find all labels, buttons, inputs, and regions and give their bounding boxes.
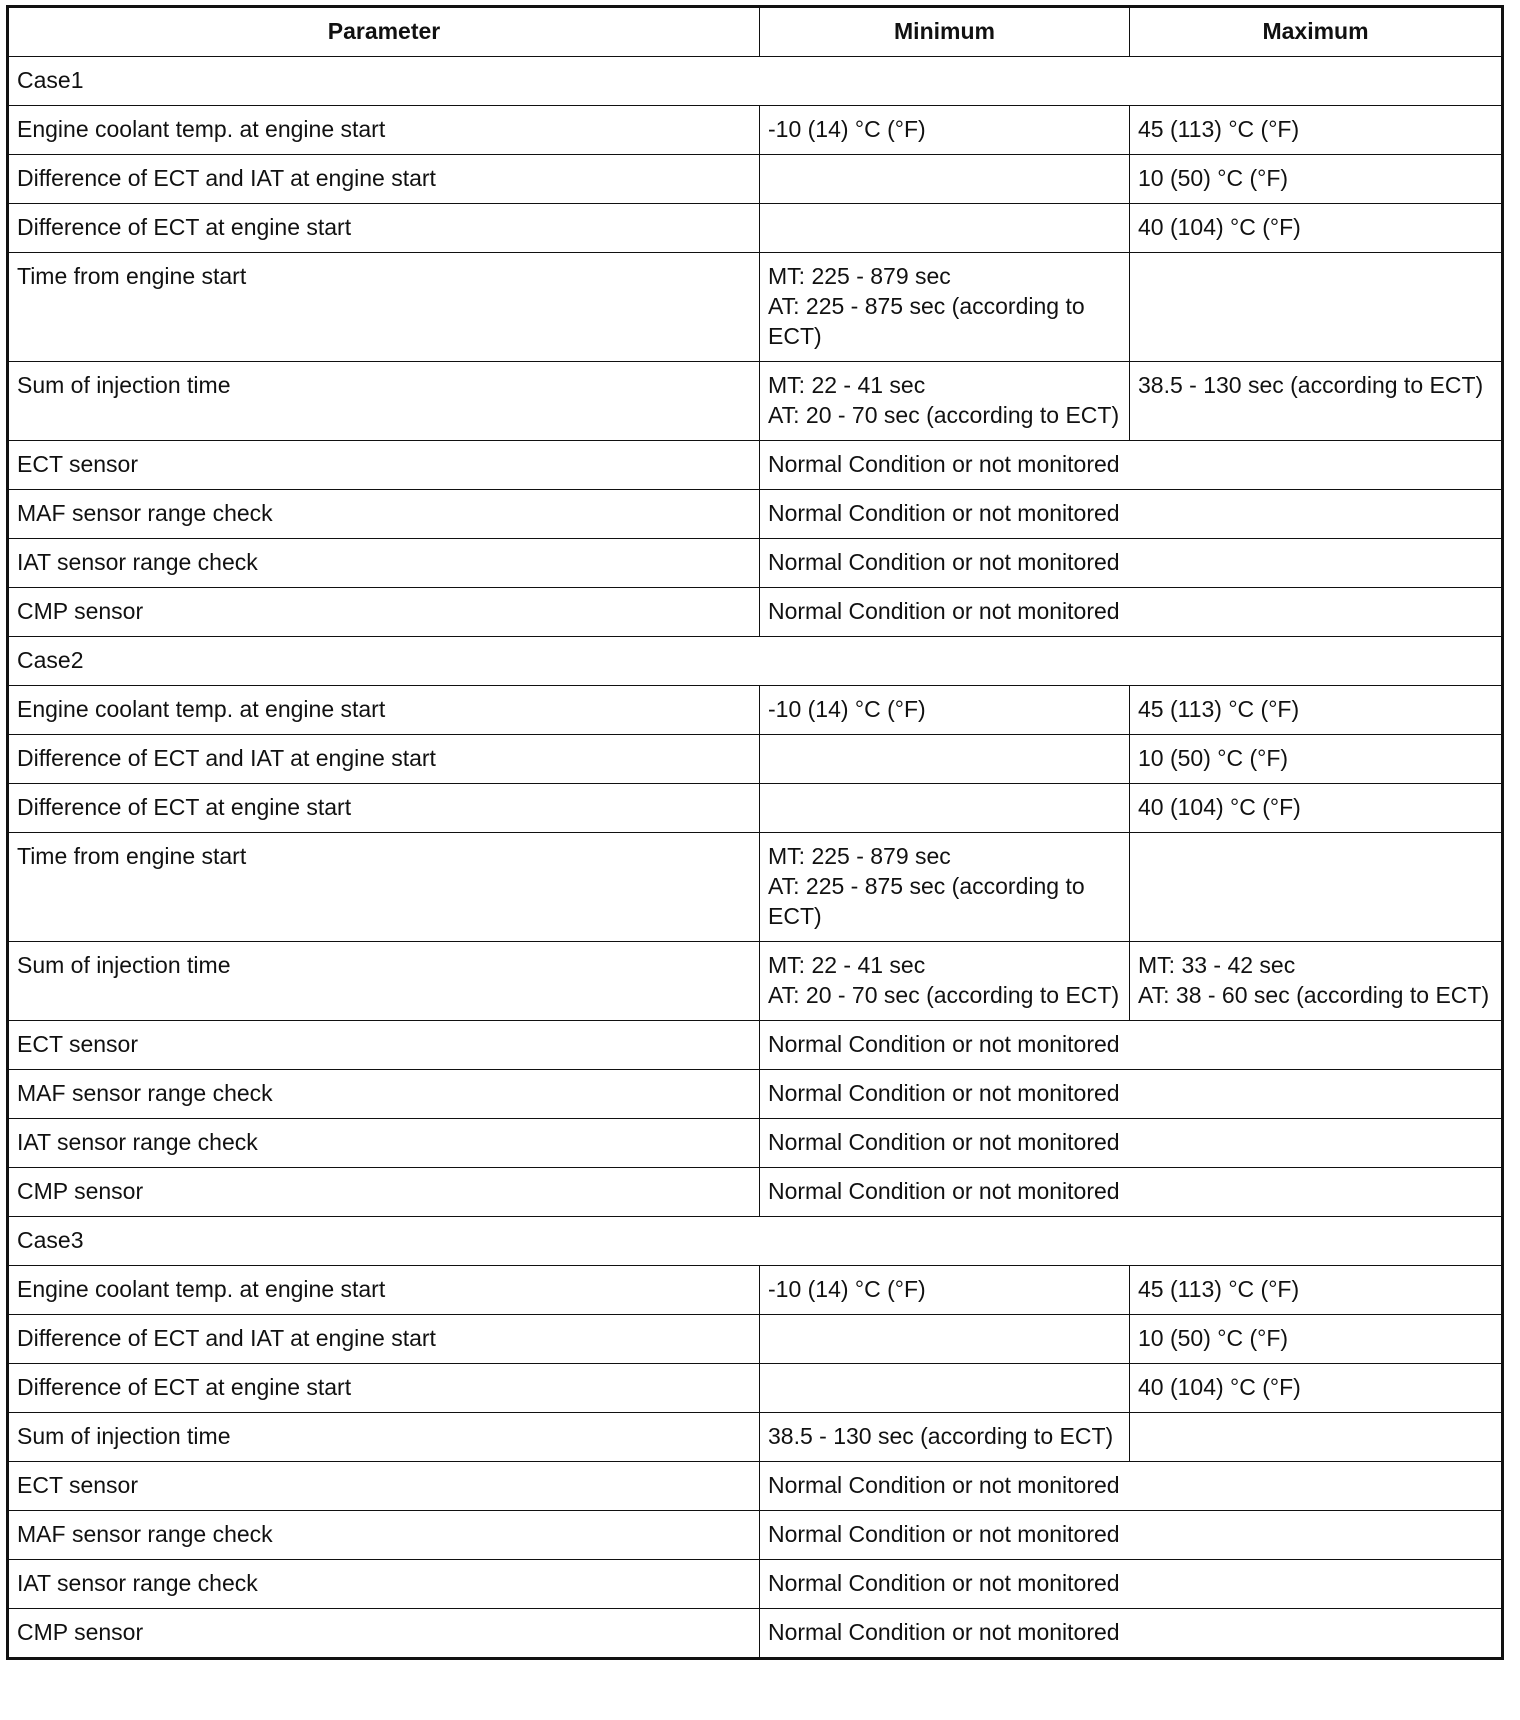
- parameter-cell: Sum of injection time: [8, 1413, 760, 1462]
- table-row: [8, 1021, 1503, 1070]
- minimum-cell: MT: 225 - 879 sec AT: 225 - 875 sec (according to ECT): [760, 253, 1130, 362]
- condition-cell: Normal Condition or not monitored: [760, 1511, 1503, 1560]
- table-row: [8, 1119, 1503, 1168]
- parameter-cell: Engine coolant temp. at engine start: [8, 106, 760, 155]
- minimum-cell: [760, 1315, 1130, 1364]
- maximum-cell: 45 (113) °C (°F): [1130, 106, 1503, 155]
- condition-cell: Normal Condition or not monitored: [760, 490, 1503, 539]
- minimum-cell: -10 (14) °C (°F): [760, 106, 1130, 155]
- section-row: [8, 637, 1503, 686]
- table-row: [8, 735, 1503, 784]
- section-title: Case2: [8, 637, 1503, 686]
- parameter-cell: Time from engine start: [8, 253, 760, 362]
- condition-cell: Normal Condition or not monitored: [760, 588, 1503, 637]
- parameter-cell: IAT sensor range check: [8, 1560, 760, 1609]
- table-row: [8, 362, 1503, 441]
- table-row: [8, 1364, 1503, 1413]
- parameter-cell: Difference of ECT and IAT at engine start: [8, 1315, 760, 1364]
- table-row: [8, 155, 1503, 204]
- minimum-cell: MT: 22 - 41 sec AT: 20 - 70 sec (according to ECT): [760, 942, 1130, 1021]
- minimum-cell: -10 (14) °C (°F): [760, 1266, 1130, 1315]
- parameter-cell: Difference of ECT and IAT at engine start: [8, 735, 760, 784]
- table-row: [8, 253, 1503, 362]
- minimum-cell: [760, 735, 1130, 784]
- maximum-cell: 45 (113) °C (°F): [1130, 686, 1503, 735]
- minimum-cell: [760, 1364, 1130, 1413]
- maximum-cell: 10 (50) °C (°F): [1130, 155, 1503, 204]
- table-row: [8, 106, 1503, 155]
- table-row: [8, 1511, 1503, 1560]
- table-row: [8, 784, 1503, 833]
- header-parameter: Parameter: [8, 7, 760, 57]
- maximum-cell: 10 (50) °C (°F): [1130, 1315, 1503, 1364]
- table-row: [8, 833, 1503, 942]
- parameter-cell: Difference of ECT at engine start: [8, 1364, 760, 1413]
- parameter-cell: Sum of injection time: [8, 362, 760, 441]
- minimum-cell: [760, 155, 1130, 204]
- table-row: [8, 441, 1503, 490]
- table-row: [8, 1413, 1503, 1462]
- maximum-cell: MT: 33 - 42 sec AT: 38 - 60 sec (according to ECT): [1130, 942, 1503, 1021]
- parameter-cell: CMP sensor: [8, 1609, 760, 1659]
- section-row: [8, 1217, 1503, 1266]
- minimum-cell: [760, 784, 1130, 833]
- header-row: [8, 7, 1503, 57]
- parameter-cell: ECT sensor: [8, 1021, 760, 1070]
- parameter-cell: Engine coolant temp. at engine start: [8, 1266, 760, 1315]
- maximum-cell: 45 (113) °C (°F): [1130, 1266, 1503, 1315]
- table-row: [8, 1315, 1503, 1364]
- parameter-cell: ECT sensor: [8, 441, 760, 490]
- maximum-cell: [1130, 833, 1503, 942]
- table-row: [8, 490, 1503, 539]
- minimum-cell: MT: 22 - 41 sec AT: 20 - 70 sec (according to ECT): [760, 362, 1130, 441]
- condition-cell: Normal Condition or not monitored: [760, 1560, 1503, 1609]
- condition-cell: Normal Condition or not monitored: [760, 1021, 1503, 1070]
- condition-cell: Normal Condition or not monitored: [760, 1609, 1503, 1659]
- table-row: [8, 204, 1503, 253]
- maximum-cell: 40 (104) °C (°F): [1130, 1364, 1503, 1413]
- parameter-table: [6, 5, 1504, 1660]
- table-row: [8, 1168, 1503, 1217]
- maximum-cell: [1130, 253, 1503, 362]
- maximum-cell: 40 (104) °C (°F): [1130, 784, 1503, 833]
- maximum-cell: 40 (104) °C (°F): [1130, 204, 1503, 253]
- minimum-cell: -10 (14) °C (°F): [760, 686, 1130, 735]
- section-title: Case1: [8, 57, 1503, 106]
- parameter-cell: Sum of injection time: [8, 942, 760, 1021]
- table-row: [8, 588, 1503, 637]
- header-minimum: Minimum: [760, 7, 1130, 57]
- condition-cell: Normal Condition or not monitored: [760, 539, 1503, 588]
- parameter-cell: MAF sensor range check: [8, 1070, 760, 1119]
- header-maximum: Maximum: [1130, 7, 1503, 57]
- table-row: [8, 539, 1503, 588]
- parameter-cell: MAF sensor range check: [8, 490, 760, 539]
- section-title: Case3: [8, 1217, 1503, 1266]
- parameter-cell: Difference of ECT at engine start: [8, 204, 760, 253]
- table-row: [8, 686, 1503, 735]
- minimum-cell: 38.5 - 130 sec (according to ECT): [760, 1413, 1130, 1462]
- parameter-cell: Engine coolant temp. at engine start: [8, 686, 760, 735]
- maximum-cell: 10 (50) °C (°F): [1130, 735, 1503, 784]
- maximum-cell: [1130, 1413, 1503, 1462]
- condition-cell: Normal Condition or not monitored: [760, 1070, 1503, 1119]
- table-row: [8, 1462, 1503, 1511]
- parameter-cell: IAT sensor range check: [8, 539, 760, 588]
- section-row: [8, 57, 1503, 106]
- condition-cell: Normal Condition or not monitored: [760, 441, 1503, 490]
- condition-cell: Normal Condition or not monitored: [760, 1462, 1503, 1511]
- minimum-cell: MT: 225 - 879 sec AT: 225 - 875 sec (according to ECT): [760, 833, 1130, 942]
- parameter-cell: IAT sensor range check: [8, 1119, 760, 1168]
- parameter-cell: MAF sensor range check: [8, 1511, 760, 1560]
- parameter-cell: CMP sensor: [8, 1168, 760, 1217]
- minimum-cell: [760, 204, 1130, 253]
- table-row: [8, 1560, 1503, 1609]
- condition-cell: Normal Condition or not monitored: [760, 1119, 1503, 1168]
- parameter-cell: CMP sensor: [8, 588, 760, 637]
- table-row: [8, 1070, 1503, 1119]
- parameter-cell: Difference of ECT at engine start: [8, 784, 760, 833]
- table-row: [8, 1609, 1503, 1659]
- table-body: [8, 57, 1503, 1659]
- condition-cell: Normal Condition or not monitored: [760, 1168, 1503, 1217]
- table-row: [8, 1266, 1503, 1315]
- maximum-cell: 38.5 - 130 sec (according to ECT): [1130, 362, 1503, 441]
- parameter-cell: ECT sensor: [8, 1462, 760, 1511]
- table-row: [8, 942, 1503, 1021]
- parameter-cell: Time from engine start: [8, 833, 760, 942]
- parameter-cell: Difference of ECT and IAT at engine start: [8, 155, 760, 204]
